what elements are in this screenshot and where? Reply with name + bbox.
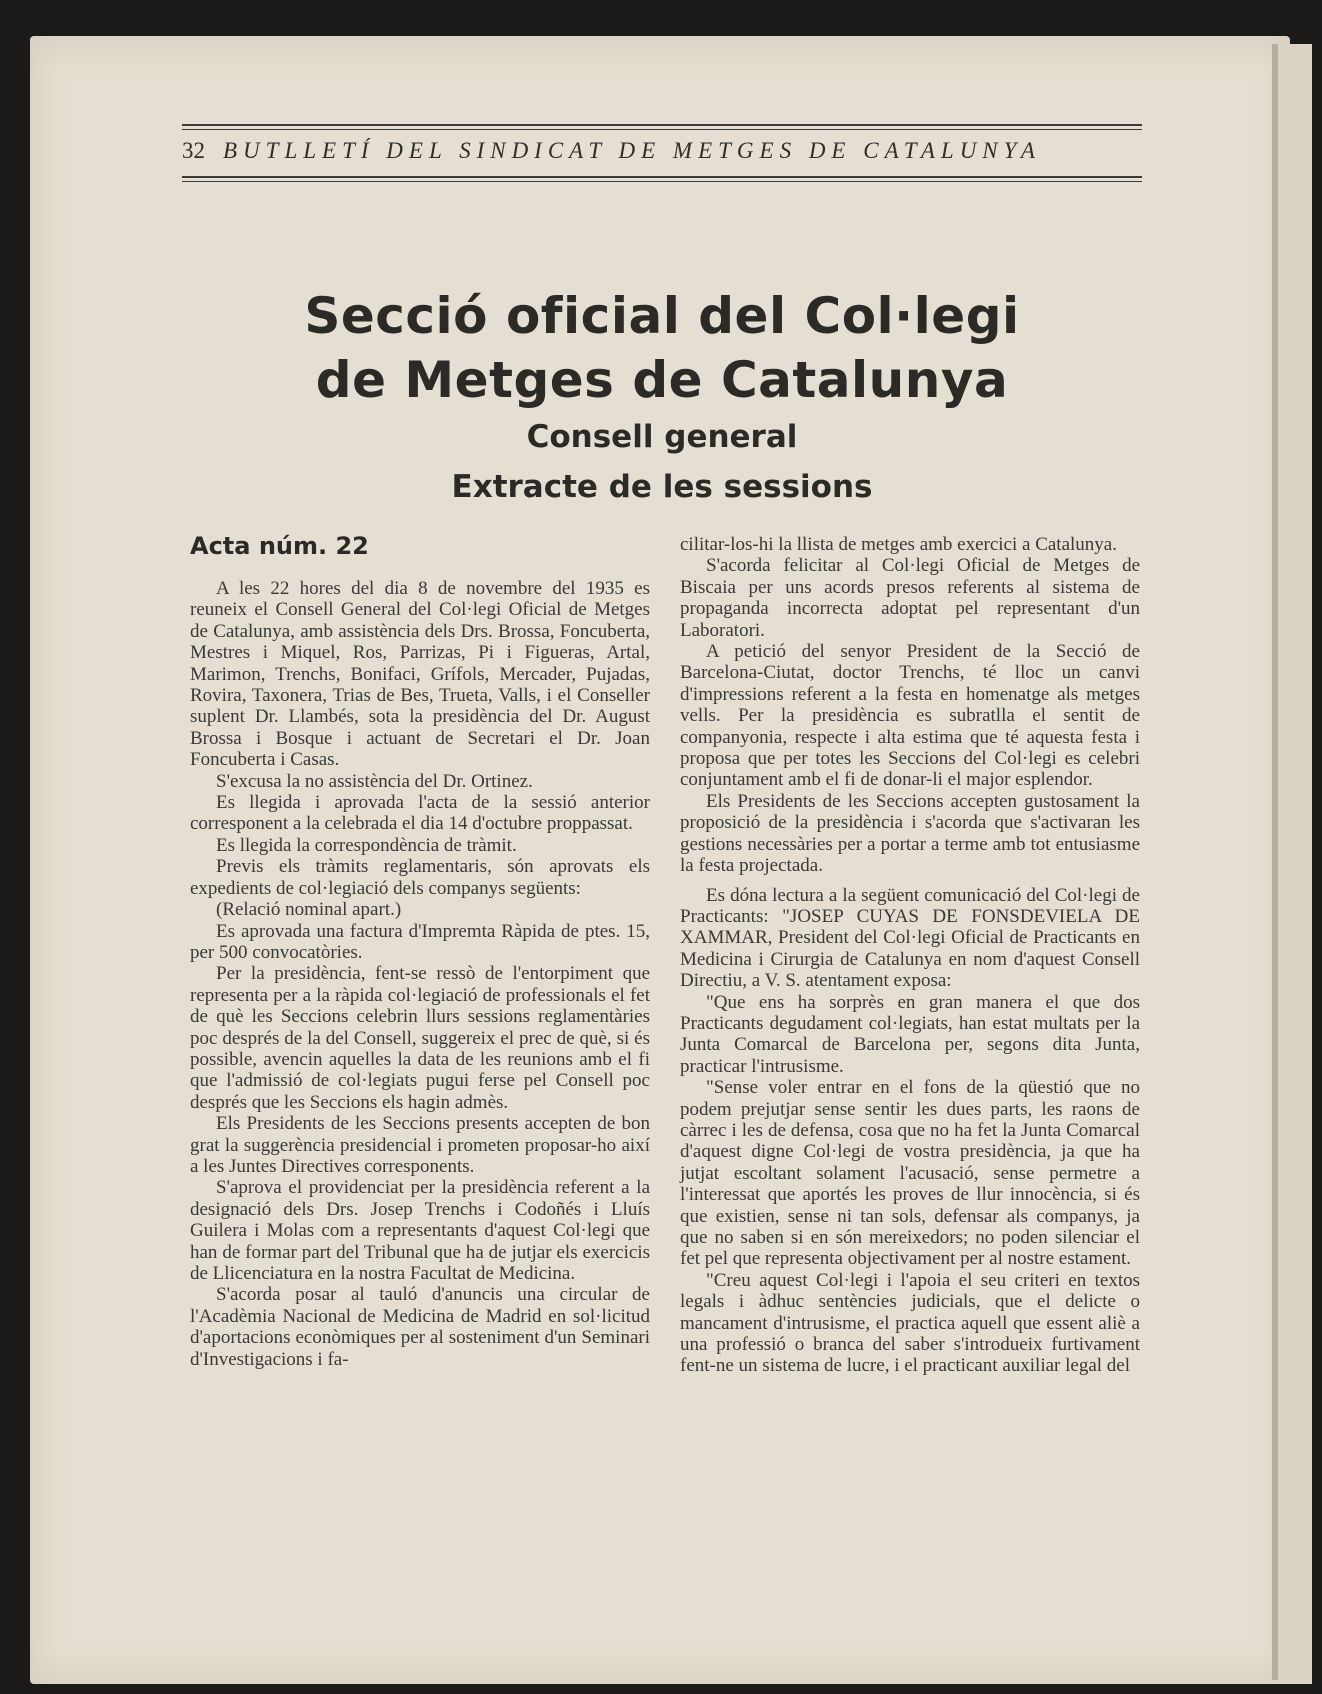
acta-heading: Acta núm. 22 (190, 532, 369, 560)
paragraph: Els Presidents de les Seccions presents accepten de bon grat la suggerència presidencial i prometen proposar-ho així a les Juntes Directives corresponents. (190, 1113, 650, 1177)
paragraph: "Que ens ha sorprès en gran manera el que dos Practicants degudament col·legiats, han estat multats per la Junta Comarcal de Barcelona per, segons dita Junta, practicar l'intrusisme. (680, 991, 1140, 1077)
subtitle-line-1: Consell general (526, 419, 798, 455)
title-line-1: Secció oficial del Col·legi (304, 287, 1020, 345)
paragraph: Es aprovada una factura d'Impremta Ràpida de ptes. 15, per 500 convocatòries. (190, 920, 650, 963)
paragraph: Previs els tràmits reglamentaris, són aprovats els expedients de col·legiació dels companys següents: (190, 856, 650, 899)
paragraph: Els Presidents de les Seccions accepten gustosament la proposició de la presidència i s'acorda que s'activaran les gestions necessàries per a portar a terme amb tot entusiasme la festa projectada. (680, 790, 1140, 877)
left-column (190, 578, 650, 1370)
header-text (182, 138, 1142, 164)
paragraph: "Creu aquest Col·legi i l'apoia el seu criteri en textos legals i àdhuc sentències judicials, que el delicte o mancament d'intrusisme, el practica aquell que essent aliè a una professió o branca del saber s'introdueix furtivament fent-ne un sistema de lucre, i el practicant auxiliar legal del (680, 1269, 1140, 1377)
header-rule-top-thin (182, 129, 1142, 130)
paragraph: A les 22 hores del dia 8 de novembre del 1935 es reuneix el Consell General del Col·legi Oficial de Metges de Catalunya, amb assistència dels Drs. Brossa, Foncuberta, Mestres i Miquel, Ros, Parrizas, Pi i Figueras, Artal, Marimon, Trenchs, Bonifaci, Grífols, Mercader, Pujadas, Rovira, Taxonera, Trias de Bes, Trueta, Valls, i el Conseller suplent Dr. Llambés, sota la presidència del Dr. August Brossa i Bosque i actuant de Secretari el Dr. Joan Foncuberta i Casas. (190, 578, 650, 771)
subtitle-line-2: Extracte de les sessions (451, 469, 873, 505)
paragraph: Es llegida la correspondència de tràmit. (216, 834, 517, 856)
header-rule-bottom-thin (182, 181, 1142, 182)
paragraph: "Sense voler entrar en el fons de la qüestió que no podem prejutjar sense sentir les dues parts, les raons de càrrec i les de defensa, cosa que no ha fet la Junta Comarcal d'aquest digne Col·legi de vostra presidència, ja que ha jutjat escoltant solament l'acusació, sense permetre a l'interessat que aportés les proves de llur innocència, si és que existien, sense ni tan sols, defensar als companys, ja que no saben si en són mereixedors; no poden silenciar el fet pel que representa objectivament per al nostre estament. (680, 1077, 1140, 1270)
paragraph: S'acorda posar al tauló d'anuncis una circular de l'Acadèmia Nacional de Medicina de Madrid en sol·licitud d'aportacions econòmiques per al sosteniment d'un Seminari d'Investigacions i fa- (190, 1284, 650, 1370)
paragraph: cilitar-los-hi la llista de metges amb exercici a Catalunya. (680, 534, 1117, 555)
paragraph: S'acorda felicitar al Col·legi Oficial de Metges de Biscaia per uns acords presos referents al sistema de propaganda incorrecta adoptat pel representant d'un Laboratori. (680, 555, 1140, 641)
paragraph: A petició del senyor President de la Secció de Barcelona-Ciutat, doctor Trenchs, té lloc un canvi d'impressions referent a la festa en homenatge als metges vells. Per la presidència es subratlla el sentit de companyonia, respecte i alta estima que té aquesta festa i proposa que per totes les Seccions del Col·legi es celebri conjuntament amb el fi de donar-li el major esplendor. (680, 641, 1140, 791)
paragraph: S'aprova el providenciat per la presidència referent a la designació dels Drs. Josep Trenchs i Codoñés i Lluís Guilera i Molas com a representants d'aquest Col·legi que han de formar part del Tribunal que ha de jutjar els exercicis de Llicenciatura en la nostra Facultat de Medicina. (190, 1177, 650, 1284)
paragraph: (Relació nominal apart.) (216, 899, 402, 921)
paragraph: S'excusa la no assistència del Dr. Ortinez. (216, 770, 533, 792)
right-column (680, 534, 1140, 1377)
article-title (182, 284, 1142, 512)
page-number: 32 (182, 138, 205, 163)
facing-page-strip (1278, 44, 1312, 1684)
header-rule-top (182, 124, 1142, 126)
paragraph: Es dóna lectura a la següent comunicació del Col·legi de Practicants: "JOSEP CUYAS DE FONSDEVIELA DE XAMMAR, President del Col·legi Oficial de Practicants en Medicina i Cirurgia de Catalunya en nom d'aquest Consell Directiu, a V. S. atentament exposa: (680, 884, 1140, 992)
title-line-2: de Metges de Catalunya (315, 351, 1009, 409)
paragraph: Per la presidència, fent-se ressò de l'entorpiment que representa per a la ràpida col·legiació de professionals el fet de què les Seccions celebrin llurs sessions reglamentàries poc després de la del Consell, suggereix el prec de què, si és possible, avencin aquelles la data de les reunions amb el fi que l'admissió de col·legiats pugui ferse pel Consell poc després que les Seccions els hagin admès. (190, 963, 650, 1113)
running-header (182, 124, 1142, 182)
journal-title: BUTLLETÍ DEL SINDICAT DE METGES DE CATALUNYA (223, 138, 1041, 163)
header-rule-bottom (182, 176, 1142, 178)
paragraph: Es llegida i aprovada l'acta de la sessió anterior corresponent a la celebrada el dia 14 d'octubre proppassat. (190, 792, 650, 835)
